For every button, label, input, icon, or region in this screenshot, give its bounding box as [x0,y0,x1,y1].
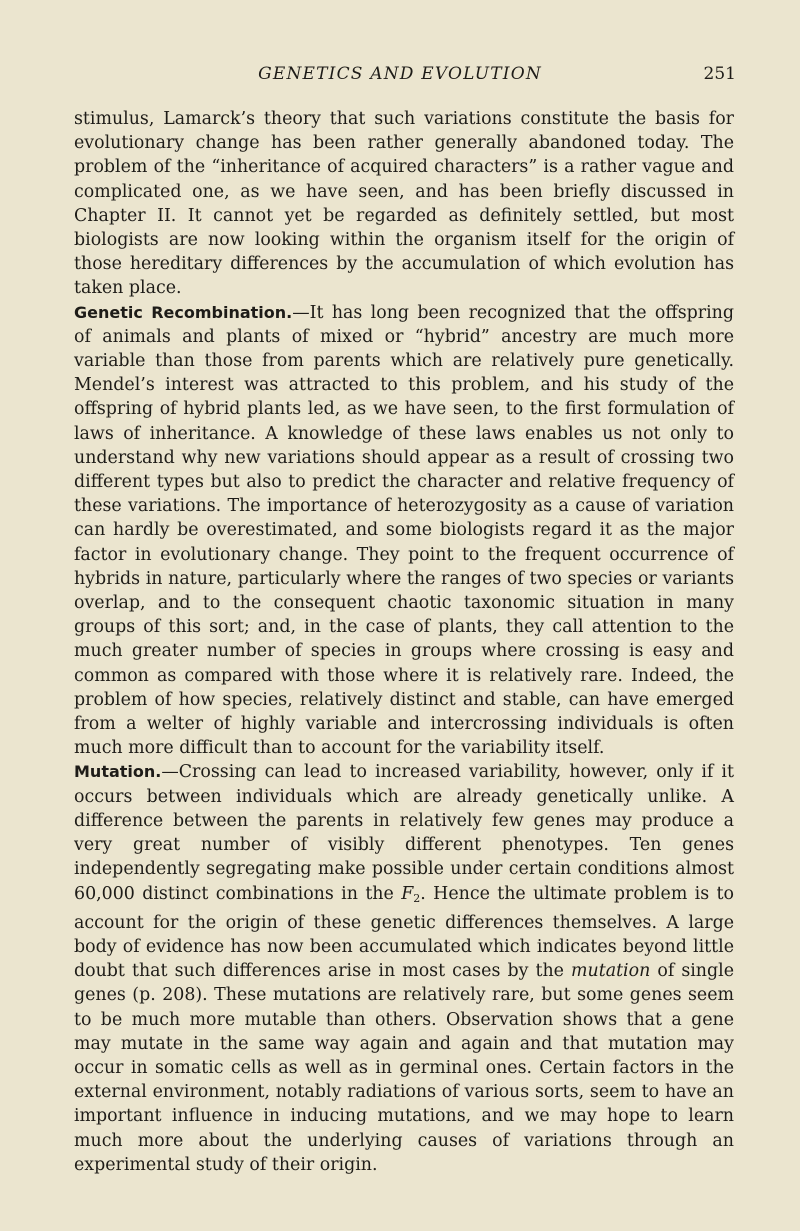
paragraph-text: stimulus, Lamarck’s theory that such variations constitute the basis for evolutionary change has been rather generally abandoned today. The problem of the “inheritance of acquired characters” is a rather vague and complicated one, as we have seen, and has been briefly discussed in Chapter II. It cannot yet be regarded as definitely settled, but most biologists are now looking within the organism itself for the origin of those hereditary differences by the accumulation of which evolution has taken place. [74,109,734,299]
paragraph-text: —Crossing can lead to increased variability, however, only if it occurs between individuals which are already genetically unlike. A difference between the parents in relatively few genes may produce a very great number of visibly different phenotypes. Ten genes independently segregating make possible under certain conditions almost 60,000 distinct combinations in the [74,762,734,904]
generation-subscript: 2 [413,891,421,905]
paragraph-text: . Hence the ultimate problem is to account for the origin of these genetic differences themselves. A large body of evidence has now been accumulated which indicates beyond little doubt that such differences arise in most cases by the [74,883,734,982]
page-number: 251 [703,64,736,84]
paragraph-text: of single genes (p. 208). These mutations are relatively rare, but some genes seem to be much more mutable than others. Observation shows that a gene may mutate in the same way again and again and that mutation may occur in somatic cells as well as in germinal ones. Certain factors in the external environment, notably radiations of various sorts, seem to have an important influence in inducing mutations, and we may hope to learn much more about the underlying causes of variations through an experimental study of their origin. [74,961,734,1175]
italic-term-mutation: mutation [571,961,651,982]
section-heading-mutation: Mutation. [74,762,162,782]
running-title: GENETICS AND EVOLUTION [258,64,542,84]
section-heading-genetic-recombination: Genetic Recombination. [74,302,293,322]
body-text [74,107,734,1177]
generation-symbol: F [401,883,414,904]
paragraph-continuation [74,107,734,301]
paragraph-text: —It has long been recognized that the offspring of animals and plants of mixed or “hybrid” ancestry are much more variable than those from parents which are relatively pure genetically. Mendel’s interest was attracted to this problem, and his study of the offspring of hybrid plants led, as we have seen, to the first formulation of laws of inheritance. A knowledge of these laws enables us not only to understand why new variations should appear as a result of crossing two different types but also to predict the character and relative frequency of these variations. The importance of heterozygosity as a cause of variation can hardly be overestimated, and some biologists regard it as the major factor in evolutionary change. They point to the frequent occurrence of hybrids in nature, particularly where the ranges of two species or variants overlap, and to the consequent chaotic taxonomic situation in many groups of this sort; and, in the case of plants, they call attention to the much greater number of species in groups where crossing is easy and common as compared with those where it is relatively rare. Indeed, the problem of how species, relatively distinct and stable, can have emerged from a welter of highly variable and intercrossing individuals is often much more difficult than to account for the variability itself. [74,302,735,759]
paragraph-genetic-recombination [74,301,734,761]
paragraph-mutation [74,760,734,1176]
running-head [0,64,800,88]
